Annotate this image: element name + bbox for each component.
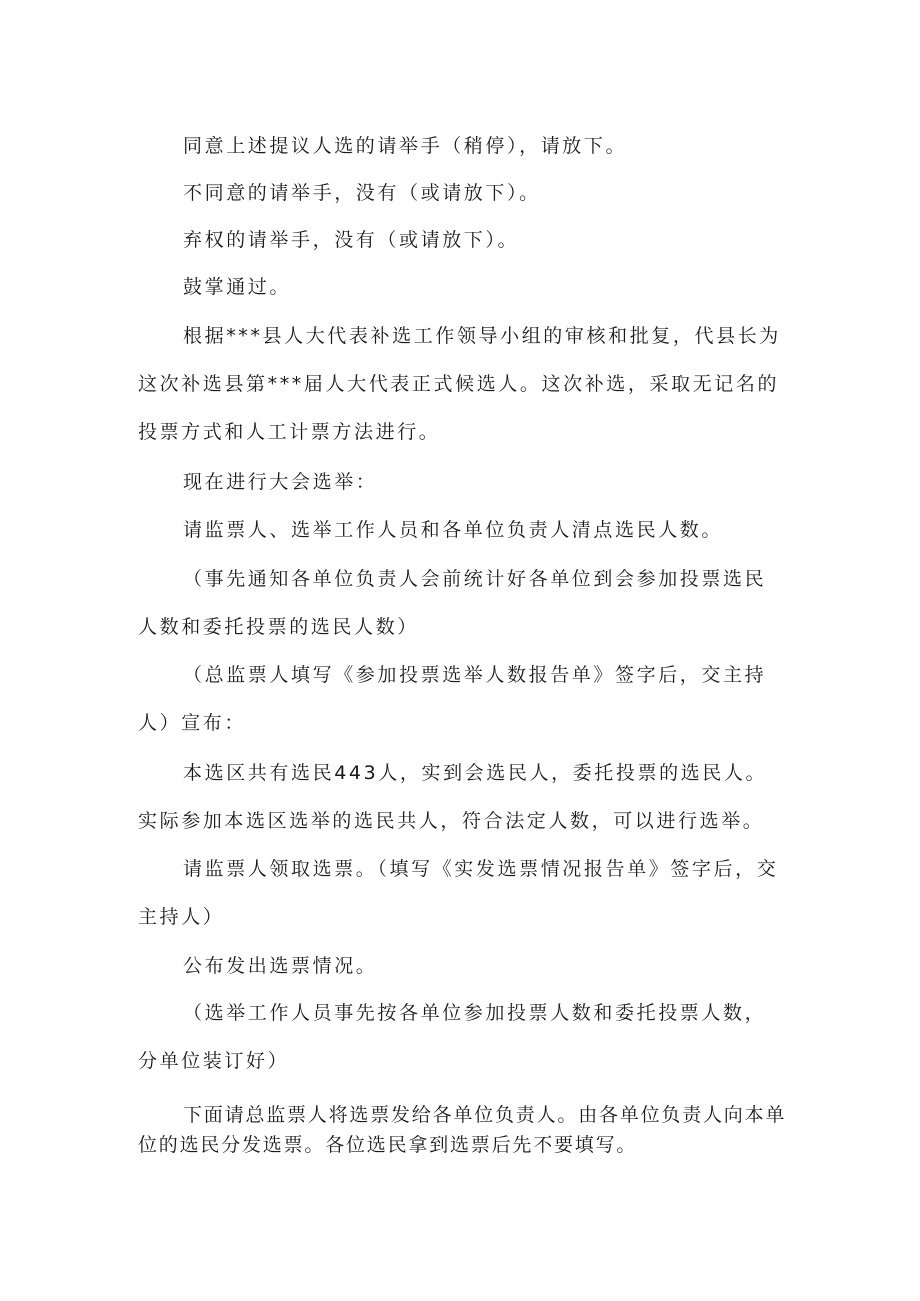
paragraph-start-election: 现在进行大会选举： bbox=[183, 471, 378, 493]
paragraph-collect-ballots: 请监票人领取选票。（填写《实发选票情况报告单》签字后，交主持人） bbox=[138, 858, 779, 928]
paragraph-raise-hands-disagree: 不同意的请举手，没有（或请放下）。 bbox=[183, 182, 541, 204]
paragraph-distribute-ballots: 下面请总监票人将选票发给各单位负责人。由各单位负责人向本单位的选民分发选票。各位选民拿到选票后先不要填写。 bbox=[138, 1104, 787, 1156]
paragraph-voter-count-announcement: 本选区共有选民443人，实到会选民人，委托投票的选民人。实际参加本选区选举的选民共人，符合法定人数，可以进行选举。 bbox=[138, 762, 768, 832]
paragraph-note-notify-units: （事先通知各单位负责人会前统计好各单位到会参加投票选民人数和委托投票的选民人数） bbox=[138, 568, 767, 638]
paragraph-raise-hands-abstain: 弃权的请举手，没有（或请放下）。 bbox=[183, 229, 520, 251]
paragraph-applause-passed: 鼓掌通过。 bbox=[183, 276, 292, 298]
paragraph-announce-ballots-issued: 公布发出选票情况。 bbox=[183, 955, 378, 977]
paragraph-raise-hands-agree: 同意上述提议人选的请举手（稍停），请放下。 bbox=[183, 135, 628, 157]
paragraph-candidate-approval: 根据***县人大代表补选工作领导小组的审核和批复，代县长为这次补选县第***届人大代表正式候选人。这次补选，采取无记名的投票方式和人工计票方法进行。 bbox=[138, 325, 781, 443]
paragraph-count-voters: 请监票人、选举工作人员和各单位负责人清点选民人数。 bbox=[183, 519, 724, 541]
paragraph-note-bind-ballots: （选举工作人员事先按各单位参加投票人数和委托投票人数，分单位装订好） bbox=[138, 1002, 767, 1072]
paragraph-chief-scrutineer-report: （总监票人填写《参加投票选举人数报告单》签字后，交主持人）宣布： bbox=[138, 664, 767, 734]
